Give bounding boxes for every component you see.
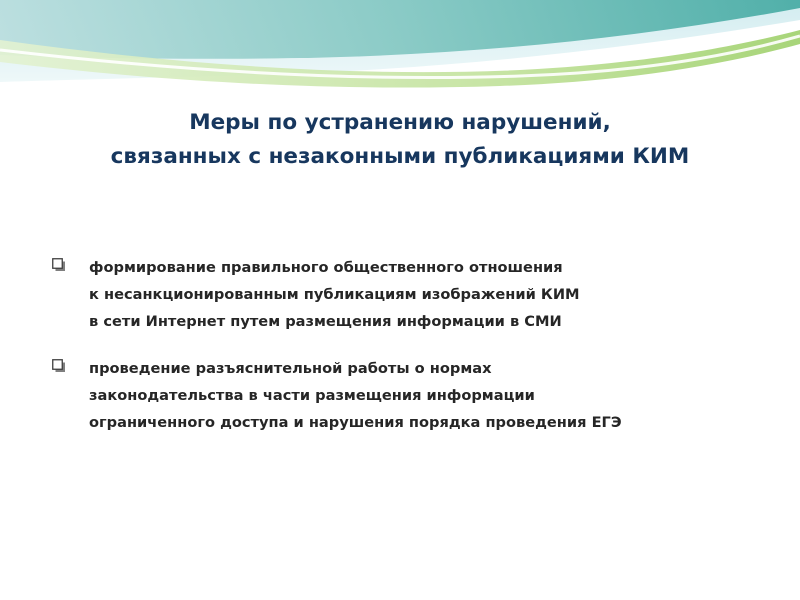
- slide-title-line-2: связанных с незаконными публикациями КИМ: [110, 144, 690, 169]
- bullet-2-line-2: законодательства в части размещения информации: [89, 387, 535, 404]
- bullet-list: [52, 254, 772, 456]
- bullet-2-line-1: проведение разъяснительной работы о нормах: [89, 360, 492, 377]
- bullet-item-1: [52, 254, 772, 335]
- bullet-text-1: [89, 254, 772, 335]
- bullet-item-2: [52, 355, 772, 436]
- checkbox-square-icon: [52, 359, 66, 373]
- checkbox-square-icon: [52, 258, 66, 272]
- slide-title: [0, 106, 800, 174]
- bullet-text-2: [89, 355, 772, 436]
- bullet-1-line-3: в сети Интернет путем размещения информации в СМИ: [89, 313, 562, 330]
- bullet-2-line-3: ограниченного доступа и нарушения порядка проведения ЕГЭ: [89, 414, 622, 431]
- bullet-1-line-1: формирование правильного общественного отношения: [89, 259, 563, 276]
- slide-title-line-1: Меры по устранению нарушений,: [189, 110, 611, 135]
- header-wave-decoration: [0, 0, 800, 110]
- bullet-1-line-2: к несанкционированным публикациям изображений КИМ: [89, 286, 580, 303]
